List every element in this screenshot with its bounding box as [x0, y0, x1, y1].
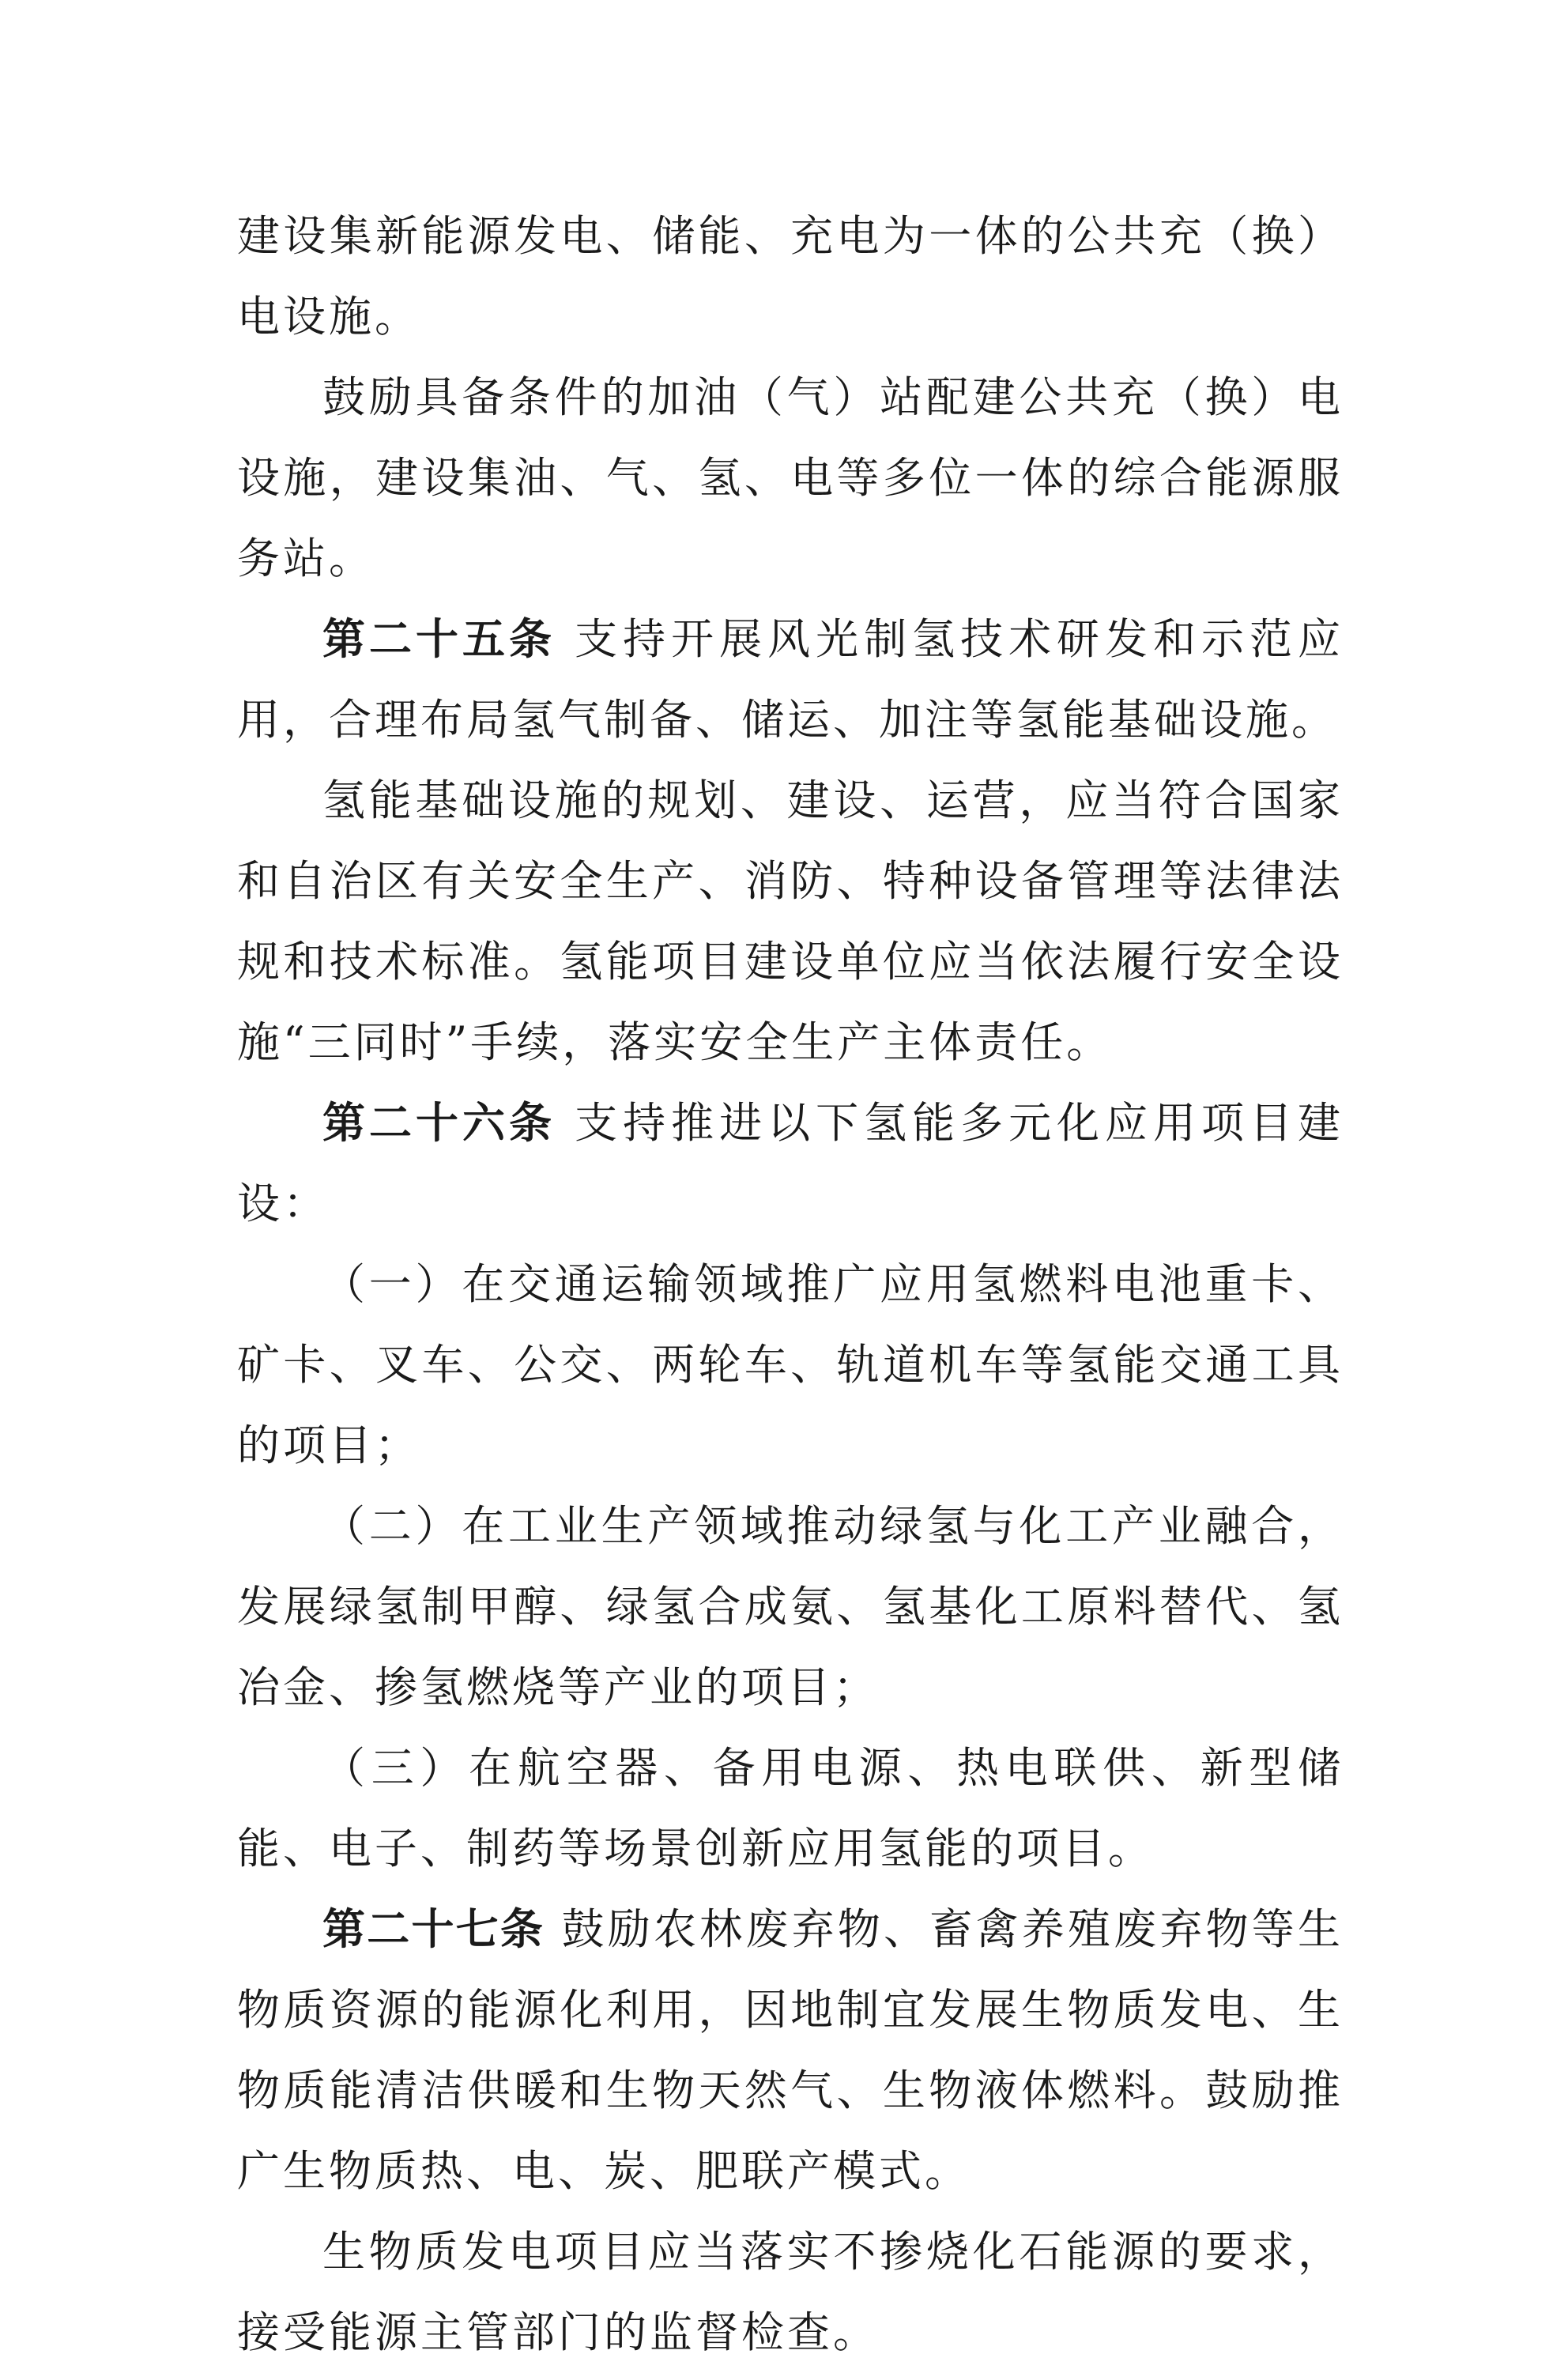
paragraph-text: 氢能基础设施的规划、建设、运营，应当符合国家和自治区有关安全生产、消防、特种设备管理等法律法规和技术标准。氢能项目建设单位应当依法履行安全设施“三同时”手续，落实安全生产主体责任。	[237, 775, 1344, 1067]
list-item	[237, 1728, 1344, 1889]
article-label: 第二十六条	[322, 1098, 556, 1148]
article-paragraph	[237, 599, 1344, 760]
article-label: 第二十七条	[322, 1904, 545, 1954]
paragraph	[237, 357, 1344, 599]
paragraph	[237, 196, 1344, 357]
article-paragraph	[237, 1889, 1344, 2212]
paragraph-text: （二）在工业生产领域推动绿氢与化工产业融合，发展绿氢制甲醇、绿氢合成氨、氢基化工原料替代、氢冶金、掺氢燃烧等产业的项目；	[237, 1501, 1344, 1712]
paragraph-text: 鼓励具备条件的加油（气）站配建公共充（换）电设施，建设集油、气、氢、电等多位一体的综合能源服务站。	[237, 372, 1344, 583]
document-body	[237, 196, 1344, 2373]
paragraph-text: （一）在交通运输领域推广应用氢燃料电池重卡、矿卡、叉车、公交、两轮车、轨道机车等氢能交通工具的项目；	[237, 1259, 1344, 1470]
list-item	[237, 1244, 1344, 1486]
list-item	[237, 1486, 1344, 1728]
paragraph-text: 支持推进以下氢能多元化应用项目建设：	[237, 1098, 1344, 1228]
paragraph-text: 建设集新能源发电、储能、充电为一体的公共充（换）电设施。	[237, 211, 1344, 341]
article-label: 第二十五条	[322, 614, 556, 664]
paragraph-text: 支持开展风光制氢技术研发和示范应用，合理布局氢气制备、储运、加注等氢能基础设施。	[237, 614, 1344, 745]
paragraph	[237, 760, 1344, 1083]
paragraph	[237, 2212, 1344, 2373]
article-paragraph	[237, 1083, 1344, 1244]
paragraph-text: 鼓励农林废弃物、畜禽养殖废弃物等生物质资源的能源化利用，因地制宜发展生物质发电、生物质能清洁供暖和生物天然气、生物液体燃料。鼓励推广生物质热、电、炭、肥联产模式。	[237, 1904, 1344, 2196]
paragraph-text: 生物质发电项目应当落实不掺烧化石能源的要求，接受能源主管部门的监督检查。	[237, 2227, 1344, 2357]
paragraph-text: （三）在航空器、备用电源、热电联供、新型储能、电子、制药等场景创新应用氢能的项目。	[237, 1743, 1344, 1873]
